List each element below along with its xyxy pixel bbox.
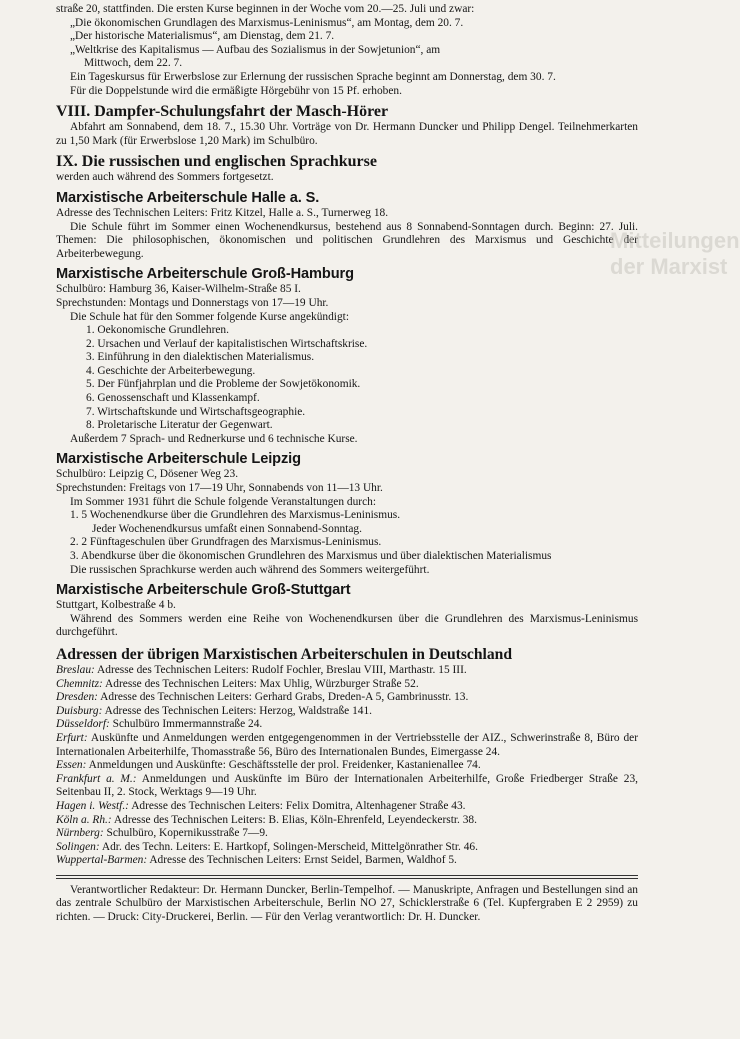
intro-section <box>56 3 638 98</box>
entry-text: Auskünfte und Anmeldungen werden entgegengenommen in der Vertriebsstelle der AIZ., Schwerinstraße 8, Büro der Internationalen Arbeiterhilfe, Thomasstraße 56, Büro des Internationalen Bundes, Eimergasse 24. <box>56 731 638 758</box>
intro-line: „Weltkrise des Kapitalismus — Aufbau des Sozialismus in der Sowjetunion“, am <box>70 43 441 56</box>
city-name: Duisburg: <box>56 704 103 717</box>
list-item <box>56 691 638 705</box>
entry-text: Adresse des Technischen Leiters: Rudolf Fochler, Breslau VIII, Marthastr. 15 III. <box>94 663 467 676</box>
city-name: Chemnitz: <box>56 677 103 690</box>
entry-text: Adr. des Techn. Leiters: E. Hartkopf, Solingen-Merscheid, Mittelgönrather Str. 46. <box>99 840 478 853</box>
list-item: 5. Der Fünfjahrplan und die Probleme der Sowjetökonomik. <box>86 378 361 391</box>
stuttgart-heading: Marxistische Arbeiterschule Groß-Stuttgart <box>56 582 351 599</box>
leipzig-lead: Im Sommer 1931 führt die Schule folgende Veranstaltungen durch: <box>70 495 376 508</box>
intro-paragraph: Für die Doppelstunde wird die ermäßigte Hörgebühr von 15 Pf. erhoben. <box>70 84 402 97</box>
hamburg-heading: Marxistische Arbeiterschule Groß-Hamburg <box>56 266 354 283</box>
list-item <box>56 732 638 759</box>
hamburg-office: Schulbüro: Hamburg 36, Kaiser-Wilhelm-Straße 85 I. <box>56 283 301 296</box>
city-name: Breslau: <box>56 663 95 676</box>
city-name: Wuppertal-Barmen: <box>56 854 148 867</box>
leipzig-tail: Die russischen Sprachkurse werden auch während des Sommers weitergeführt. <box>70 563 430 576</box>
entry-text: Adresse des Technischen Leiters: Gerhard Grabs, Dreden-A 5, Gambrinusstr. 13. <box>97 691 469 704</box>
leipzig-office: Schulbüro: Leipzig C, Dösener Weg 23. <box>56 468 239 481</box>
list-item: 8. Proletarische Literatur der Gegenwart. <box>86 419 273 432</box>
footer <box>56 884 638 924</box>
city-name: Hagen i. Westf.: <box>56 799 129 812</box>
leipzig-hours: Sprechstunden: Freitags von 17—19 Uhr, Sonnabends von 11—13 Uhr. <box>56 482 383 495</box>
list-item <box>56 827 638 841</box>
intro-paragraph: Ein Tageskursus für Erwerbslose zur Erlernung der russischen Sprache beginnt am Donnerstag, dem 30. 7. <box>70 70 556 83</box>
city-name: Erfurt: <box>56 731 88 744</box>
city-name: Frankfurt a. M.: <box>56 772 137 785</box>
footer-divider <box>56 875 638 879</box>
list-item: 3. Abendkurse über die ökonomischen Grundlehren des Marxismus und über dialektischen Materialismus <box>70 550 552 562</box>
list-item <box>56 773 638 800</box>
addresses-heading: Adressen der übrigen Marxistischen Arbeiterschulen in Deutschland <box>56 645 512 663</box>
city-name: Solingen: <box>56 840 100 853</box>
list-item <box>56 718 638 732</box>
section-viii-heading: VIII. Dampfer-Schulungsfahrt der Masch-Hörer <box>56 103 389 121</box>
city-name: Essen: <box>56 759 87 772</box>
hamburg-tail: Außerdem 7 Sprach- und Rednerkurse und 6 technische Kurse. <box>70 432 358 445</box>
list-item: 3. Einführung in den dialektischen Materialismus. <box>86 351 315 364</box>
entry-text: Anmeldungen und Auskünfte: Geschäftsstelle der prol. Freidenker, Kastanienallee 74. <box>86 759 481 772</box>
entry-text: Schulbüro Immermannstraße 24. <box>109 718 263 731</box>
list-item <box>56 814 638 828</box>
list-item: 1. 5 Wochenendkurse über die Grundlehren des Marxismus-Leninismus. <box>70 509 401 522</box>
halle-text: Die Schule führt im Sommer einen Wochenendkursus, bestehend aus 8 Sonnabend-Sonntagen durch. Beginn: 27. Juli. Themen: Die philosophischen, ökonomischen und politischen Grundlehren des Marxismus und Geschichte der Arbeiterbewegung. <box>56 220 638 260</box>
list-item <box>56 664 638 678</box>
entry-text: Adresse des Technischen Leiters: B. Elias, Köln-Ehrenfeld, Leyendeckerstr. 38. <box>111 813 477 826</box>
list-item: 2. 2 Fünftageschulen über Grundfragen des Marxismus-Leninismus. <box>70 536 382 549</box>
hamburg-course-list <box>56 324 638 433</box>
city-name: Köln a. Rh.: <box>56 813 112 826</box>
list-item <box>56 705 638 719</box>
list-item <box>56 759 638 773</box>
list-item: 4. Geschichte der Arbeiterbewegung. <box>86 364 256 377</box>
list-item <box>56 678 638 692</box>
city-name: Nürnberg: <box>56 827 104 840</box>
entry-text: Anmeldungen und Auskünfte im Büro der Internationalen Arbeiterhilfe, Große Friedberger Straße 23, Seitenbau II, 2. Stock, Werktags 9—19 Uhr. <box>56 772 638 799</box>
list-item <box>56 800 638 814</box>
entry-text: Adresse des Technischen Leiters: Felix Domitra, Altenhagener Straße 43. <box>128 799 466 812</box>
stuttgart-text: Während des Sommers werden eine Reihe von Wochenendkursen über die Grundlehren des Marxismus-Leninismus durchgeführt. <box>56 612 638 639</box>
imprint-text: Verantwortlicher Redakteur: Dr. Hermann Duncker, Berlin-Tempelhof. — Manuskripte, Anfragen und Bestellungen sind an das zentrale Schulbüro der Marxistischen Arbeiterschule, Berlin NO 27, Schicklerstraße 6 (Tel. Kupfergraben E 2 2959) zu richten. — Druck: City-Druckerei, Berlin. — Für den Verlag verantwortlich: Dr. H. Duncker. <box>56 883 638 923</box>
city-name: Dresden: <box>56 691 98 704</box>
list-item: 6. Genossenschaft und Klassenkampf. <box>86 392 260 405</box>
address-list <box>56 664 638 868</box>
entry-text: Schulbüro, Kopernikusstraße 7—9. <box>103 827 268 840</box>
list-item <box>56 854 638 868</box>
entry-text: Adresse des Technischen Leiters: Ernst Seidel, Barmen, Waldhof 5. <box>147 854 457 867</box>
hamburg-lead: Die Schule hat für den Sommer folgende Kurse angekündigt: <box>70 310 349 323</box>
intro-line: „Der historische Materialismus“, am Dienstag, dem 21. 7. <box>70 30 335 43</box>
intro-line: Mittwoch, dem 22. 7. <box>84 57 183 70</box>
halle-address: Adresse des Technischen Leiters: Fritz Kitzel, Halle a. S., Turnerweg 18. <box>56 206 389 219</box>
list-item: 2. Ursachen und Verlauf der kapitalistischen Wirtschaftskrise. <box>86 337 368 350</box>
bleed-through-text: Mitteilungen der Marxist <box>610 228 740 279</box>
list-item: 1. Oekonomische Grundlehren. <box>86 324 229 337</box>
city-name: Düsseldorf: <box>56 718 110 731</box>
intro-line: straße 20, stattfinden. Die ersten Kurse beginnen in der Woche vom 20.—25. Juli und zwar: <box>56 3 475 15</box>
entry-text: Adresse des Technischen Leiters: Max Uhlig, Würzburger Straße 52. <box>102 677 419 690</box>
hamburg-hours: Sprechstunden: Montags und Donnerstags von 17—19 Uhr. <box>56 296 329 309</box>
section-ix-heading: IX. Die russischen und englischen Sprachkurse <box>56 153 377 171</box>
entry-text: Adresse des Technischen Leiters: Herzog, Waldstraße 141. <box>102 704 372 717</box>
stuttgart-address: Stuttgart, Kolbestraße 4 b. <box>56 599 176 612</box>
halle-heading: Marxistische Arbeiterschule Halle a. S. <box>56 189 320 206</box>
leipzig-heading: Marxistische Arbeiterschule Leipzig <box>56 451 301 468</box>
list-item <box>56 841 638 855</box>
list-item: 7. Wirtschaftskunde und Wirtschaftsgeographie. <box>86 405 306 418</box>
list-item: Jeder Wochenendkursus umfaßt einen Sonnabend-Sonntag. <box>92 522 362 535</box>
section-viii-text: Abfahrt am Sonnabend, dem 18. 7., 15.30 Uhr. Vorträge von Dr. Hermann Duncker und Philipp Dengel. Teilnehmerkarten zu 1,50 Mark (für Erwerbslose 1,20 Mark) im Schulbüro. <box>56 121 638 147</box>
intro-line: „Die ökonomischen Grundlagen des Marxismus-Leninismus“, am Montag, dem 20. 7. <box>70 16 464 29</box>
section-ix-text: werden auch während des Sommers fortgesetzt. <box>56 171 274 184</box>
